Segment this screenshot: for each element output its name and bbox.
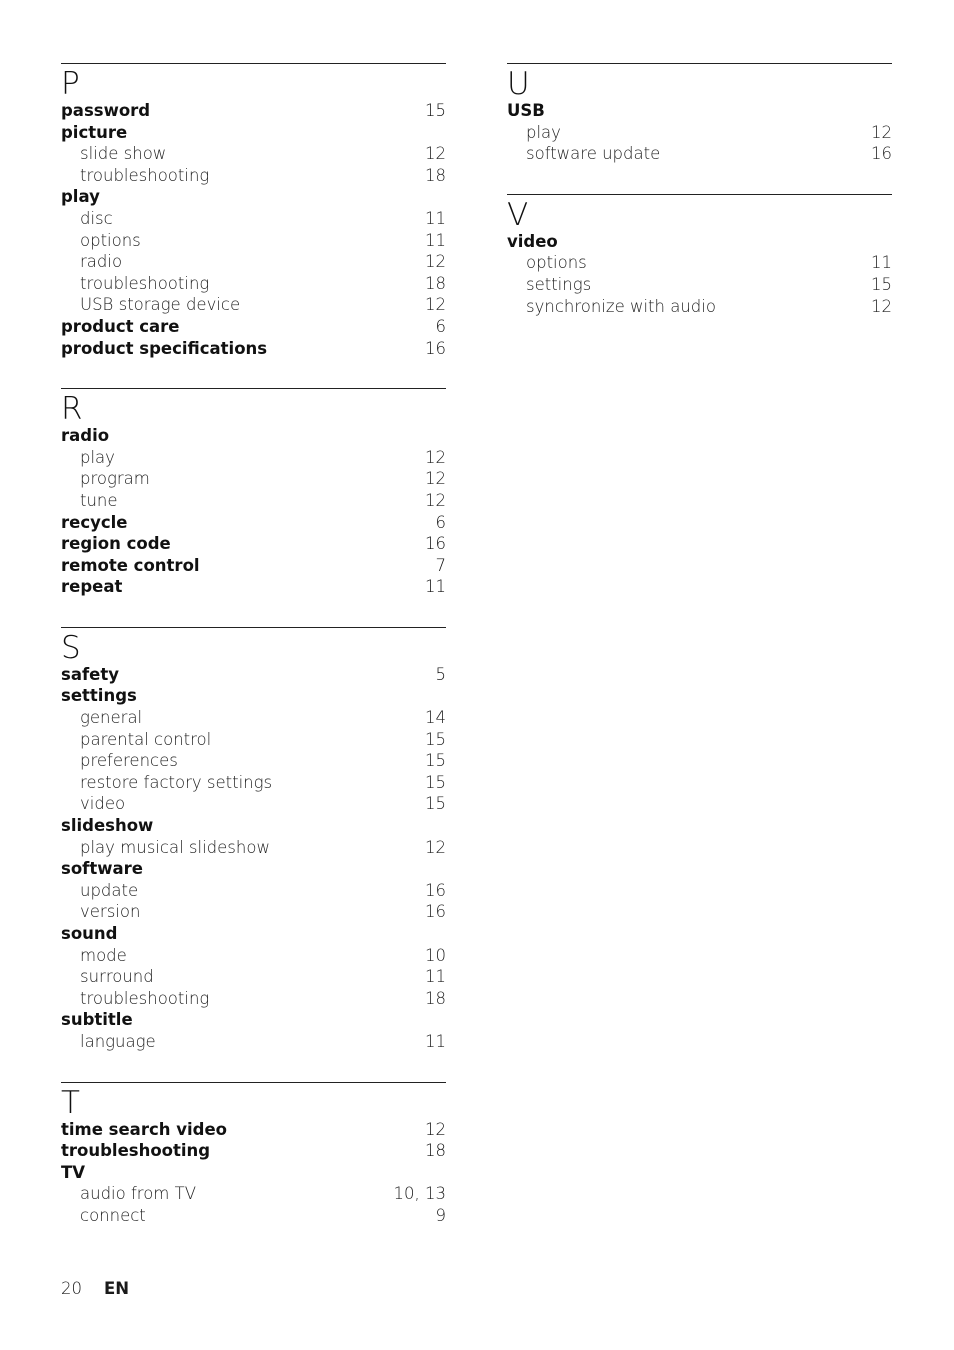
entry-term: options [526, 253, 587, 273]
entry-page-number: 11 [425, 230, 446, 250]
entry-term: time search video [61, 1119, 227, 1139]
entry-page-number: 18 [425, 1141, 446, 1161]
entry-term: password [61, 101, 151, 120]
entry-page-number: 16 [425, 902, 446, 922]
index-entry [61, 664, 446, 686]
index-subentry [61, 468, 446, 490]
index-subentry [61, 294, 446, 316]
entry-term: connect [80, 1205, 146, 1225]
index-subentry [61, 793, 446, 815]
entry-page-number: 12 [425, 447, 446, 467]
index-subentry [61, 966, 446, 988]
index-subentry [61, 208, 446, 230]
index-entry [61, 815, 446, 837]
index-entry [61, 512, 446, 534]
index-column-right [507, 63, 892, 346]
index-subentry [61, 901, 446, 923]
entry-page-number: 15 [425, 101, 446, 120]
index-entry [61, 1140, 446, 1162]
entry-page-number: 12 [425, 490, 446, 510]
entry-term: product care [61, 316, 180, 336]
entry-term: tune [80, 490, 118, 510]
entry-term: video [80, 794, 126, 814]
entry-page-number: 6 [435, 512, 446, 532]
entry-term: safety [61, 664, 119, 684]
entry-term: preferences [80, 751, 178, 771]
entry-page-number: 12 [871, 122, 892, 142]
entry-page-number: 18 [425, 273, 446, 293]
entry-list [61, 100, 446, 359]
index-entry [61, 576, 446, 598]
entry-term: mode [80, 945, 127, 965]
entry-page-number: 18 [425, 988, 446, 1008]
index-entry [61, 685, 446, 707]
index-entry [61, 425, 446, 447]
entry-page-number: 18 [425, 165, 446, 185]
index-subentry [61, 165, 446, 187]
entry-page-number: 15 [425, 794, 446, 814]
section-letter: U [507, 66, 530, 102]
entry-page-number: 14 [425, 708, 446, 728]
index-section-u [507, 63, 892, 165]
entry-list [61, 664, 446, 1053]
entry-term: play musical slideshow [80, 837, 270, 857]
entry-term: troubleshooting [80, 988, 210, 1008]
index-subentry [61, 837, 446, 859]
index-section-r [61, 388, 446, 598]
index-subentry [61, 1183, 446, 1205]
entry-page-number: 5 [435, 664, 446, 684]
entry-term: play [526, 122, 561, 142]
entry-term: audio from TV [80, 1184, 196, 1204]
entry-page-number: 10 [425, 945, 446, 965]
index-subentry [61, 707, 446, 729]
index-subentry [507, 122, 892, 144]
entry-term: version [80, 902, 141, 922]
index-subentry [61, 447, 446, 469]
entry-term: slide show [80, 144, 167, 164]
entry-term: software update [526, 144, 661, 164]
entry-term: surround [80, 967, 154, 987]
entry-term: play [80, 447, 115, 467]
index-subentry [61, 945, 446, 967]
entry-list [61, 425, 446, 598]
index-subentry [61, 143, 446, 165]
entry-term: synchronize with audio [526, 296, 716, 316]
entry-term: repeat [61, 577, 123, 597]
entry-list [507, 231, 892, 317]
entry-page-number: 11 [871, 253, 892, 273]
entry-page-number: 15 [871, 274, 892, 294]
index-entry [61, 186, 446, 208]
entry-term: remote control [61, 555, 200, 575]
entry-term: troubleshooting [80, 273, 210, 293]
section-letter: S [61, 629, 81, 666]
entry-page-number: 16 [425, 880, 446, 900]
index-entry [61, 1119, 446, 1141]
entry-term: troubleshooting [80, 165, 210, 185]
index-subentry [507, 252, 892, 274]
index-entry [61, 923, 446, 945]
entry-page-number: 11 [425, 967, 446, 987]
index-entry [61, 100, 446, 122]
entry-page-number: 15 [425, 729, 446, 749]
language-code: EN [104, 1279, 130, 1298]
index-subentry [61, 880, 446, 902]
entry-page-number: 12 [871, 296, 892, 316]
index-subentry [61, 273, 446, 295]
entry-page-number: 9 [435, 1205, 446, 1225]
entry-page-number: 6 [435, 316, 446, 336]
index-subentry [61, 772, 446, 794]
entry-list [507, 100, 892, 165]
entry-term: radio [80, 252, 123, 272]
index-section-v [507, 194, 892, 317]
entry-term: parental control [80, 729, 212, 749]
index-section-t [61, 1082, 446, 1227]
index-subentry [507, 143, 892, 165]
entry-term: sound [61, 924, 118, 943]
entry-page-number: 11 [425, 577, 446, 597]
entry-term: video [507, 231, 558, 251]
index-subentry [61, 490, 446, 512]
entry-term: USB [507, 101, 545, 120]
index-section-s [61, 627, 446, 1053]
entry-page-number: 11 [425, 1031, 446, 1051]
entry-term: subtitle [61, 1010, 133, 1030]
entry-page-number: 16 [425, 534, 446, 554]
entry-term: play [61, 187, 100, 207]
index-subentry [61, 1031, 446, 1053]
index-entry [61, 1162, 446, 1184]
entry-term: TV [61, 1162, 86, 1182]
index-subentry [61, 1205, 446, 1227]
entry-term: USB storage device [80, 295, 241, 315]
index-entry [61, 858, 446, 880]
entry-term: troubleshooting [61, 1141, 211, 1161]
entry-term: product specifications [61, 338, 268, 358]
index-entry [61, 316, 446, 338]
entry-page-number: 12 [425, 469, 446, 489]
entry-term: language [80, 1031, 156, 1051]
entry-page-number: 12 [425, 252, 446, 272]
entry-term: recycle [61, 512, 128, 532]
page-number: 20 [61, 1279, 82, 1298]
entry-page-number: 12 [425, 1119, 446, 1139]
entry-page-number: 12 [425, 837, 446, 857]
index-entry [61, 122, 446, 144]
index-section-p [61, 63, 446, 359]
index-entry [61, 555, 446, 577]
entry-term: settings [61, 686, 137, 706]
entry-list [61, 1119, 446, 1227]
entry-page-number: 16 [425, 338, 446, 358]
index-entry [61, 533, 446, 555]
entry-page-number: 16 [871, 144, 892, 164]
section-letter: P [61, 66, 80, 102]
index-subentry [61, 729, 446, 751]
index-subentry [507, 296, 892, 318]
index-entry [507, 231, 892, 253]
entry-page-number: 11 [425, 208, 446, 228]
entry-page-number: 7 [435, 555, 446, 575]
index-subentry [61, 750, 446, 772]
entry-page-number: 15 [425, 772, 446, 792]
entry-page-number: 12 [425, 295, 446, 315]
index-entry [61, 1009, 446, 1031]
index-subentry [61, 988, 446, 1010]
entry-term: general [80, 708, 143, 728]
entry-term: update [80, 880, 139, 900]
entry-term: slideshow [61, 816, 154, 836]
entry-page-number: 12 [425, 144, 446, 164]
entry-term: disc [80, 208, 113, 228]
entry-term: settings [526, 274, 592, 294]
index-subentry [61, 251, 446, 273]
section-letter: R [61, 391, 83, 428]
entry-term: region code [61, 534, 171, 554]
index-entry [507, 100, 892, 122]
section-letter: V [507, 196, 529, 233]
page-footer [61, 1278, 129, 1300]
entry-term: software [61, 859, 143, 879]
index-column-left [61, 63, 446, 1256]
entry-page-number: 10, 13 [393, 1184, 446, 1204]
entry-term: program [80, 469, 150, 489]
entry-page-number: 15 [425, 751, 446, 771]
entry-term: radio [61, 426, 110, 446]
index-subentry [61, 230, 446, 252]
entry-term: restore factory settings [80, 772, 273, 792]
entry-term: picture [61, 122, 128, 142]
section-letter: T [61, 1084, 80, 1121]
entry-term: options [80, 230, 141, 250]
index-entry [61, 338, 446, 360]
index-subentry [507, 274, 892, 296]
